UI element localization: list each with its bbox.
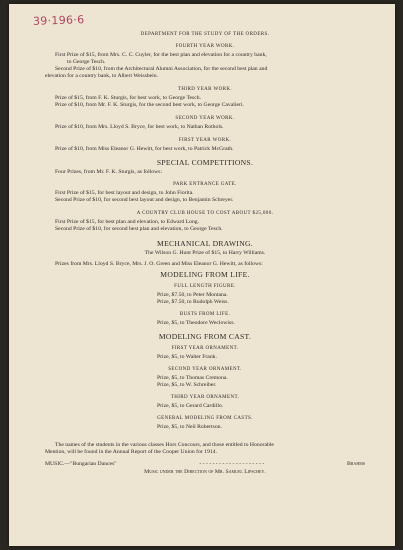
fourth-year-line-3: Second Prize of $10, from the Architectural Alumni Association, for the second best plan and: [55, 66, 268, 72]
park-gate-line-2: Second Prize of $10, for second best layout and design, to Benjamin Schreyer.: [55, 197, 234, 203]
third-year-line-1: Prize of $15, from F. K. Sturgis, for best work, to George Tesch.: [55, 95, 202, 101]
country-club-heading: A COUNTRY CLUB HOUSE TO COST ABOUT $25,000.: [136, 211, 274, 216]
modeling-cast-heading: MODELING FROM CAST.: [158, 332, 252, 341]
country-club-line-1: First Prize of $15, for best plan and elevation, to Edward Long.: [55, 219, 200, 225]
mechanical-drawing-heading: MECHANICAL DRAWING.: [157, 239, 253, 248]
first-year-ornament-heading: FIRST YEAR ORNAMENT.: [171, 346, 239, 351]
modeling-cast-line-4: Prize, $5, to Gerard Cardillo.: [157, 403, 224, 409]
mechanical-line-1: The Wilson G. Hunt Prize of $15, to Harry Williams.: [144, 250, 266, 256]
country-club-line-2: Second Prize of $10, for second best plan and elevation, to George Tesch.: [55, 226, 223, 232]
special-line-1: Four Prizes, from Mr. F. K. Sturgis, as follows:: [55, 169, 163, 175]
park-gate-heading: PARK ENTRANCE GATE.: [173, 182, 237, 187]
music-label: MUSIC.—"Bungarian Dances": [45, 461, 117, 467]
third-year-ornament-heading: THIRD YEAR ORNAMENT.: [170, 395, 240, 400]
fourth-year-heading: FOURTH YEAR WORK.: [175, 44, 235, 49]
music-composer: Brahms: [346, 461, 365, 467]
pencil-accession-note: 39·196·6: [32, 13, 85, 28]
first-year-heading: FIRST YEAR WORK.: [178, 138, 232, 143]
second-year-line-1: Prize of $10, from Mrs. Lloyd S. Bryce, for best work, to Nathan Rothols.: [55, 124, 224, 130]
park-gate-line-1: First Prize of $15, for best layout and design, to John Fiorita.: [55, 190, 194, 196]
modeling-life-heading: MODELING FROM LIFE.: [160, 270, 250, 279]
music-direction: Music under the Direction of Mr. Samuel Lipschey.: [144, 469, 266, 475]
modeling-life-line-1: Prize, $7.50, to Peter Montana.: [157, 292, 228, 298]
fourth-year-line-1: First Prize of $15, from Mrs. C. C. Cuyler, for the best plan and elevation for a country bank,: [55, 52, 267, 58]
program-page: [9, 4, 395, 546]
third-year-line-2: Prize of $10, from Mr. F. K. Sturgis, for the second best work, to George Cavalieri.: [55, 102, 244, 108]
modeling-cast-line-1: Prize, $5, to Walter Frank.: [157, 354, 217, 360]
fourth-year-line-4: elevation for a country bank, to Albert Weissbein.: [45, 73, 158, 79]
music-row: [45, 461, 365, 468]
closing-line-2: Mention, will be found in the Annual Report of the Cooper Union for 1914.: [45, 449, 218, 455]
busts-from-life-heading: BUSTS FROM LIFE.: [179, 312, 231, 317]
department-header: DEPARTMENT FOR THE STUDY OF THE ORDERS.: [140, 32, 270, 37]
mechanical-line-2: Prizes from Mrs. Lloyd S. Bryce, Mrs. J. O. Green and Miss Eleanor G. Hewitt, as follows:: [55, 261, 263, 267]
program-content: [45, 30, 365, 476]
third-year-heading: THIRD YEAR WORK.: [177, 87, 233, 92]
second-year-ornament-heading: SECOND YEAR ORNAMENT.: [168, 367, 242, 372]
music-dashes: - - - - - - - - - - - - - - - - - - - -: [199, 461, 265, 467]
first-year-line-1: Prize of $10, from Miss Eleanor G. Hewitt, for best work, to Patrick McGrath.: [55, 146, 234, 152]
closing-line-1: The names of the students in the various classes Hors Concours, and those entitled to Honorable: [55, 442, 274, 448]
general-modeling-heading: GENERAL MODELING FROM CASTS.: [157, 416, 253, 421]
fourth-year-line-2: to George Tesch.: [67, 59, 106, 65]
modeling-cast-line-3: Prize, $5, to W. Schreiber.: [157, 382, 217, 388]
modeling-life-line-3: Prize, $5, to Theodore Weclowiss.: [157, 320, 235, 326]
modeling-cast-line-5: Prize, $5, to Neil Robertson.: [157, 424, 222, 430]
second-year-heading: SECOND YEAR WORK.: [175, 116, 235, 121]
modeling-life-line-2: Prize, $7.50, to Rudolph Weiss.: [157, 299, 229, 305]
modeling-cast-line-2: Prize, $5, to Thomas Cremona.: [157, 375, 228, 381]
special-competitions-heading: SPECIAL COMPETITIONS.: [156, 158, 254, 167]
full-length-figure-heading: FULL LENGTH FIGURE.: [174, 284, 236, 289]
